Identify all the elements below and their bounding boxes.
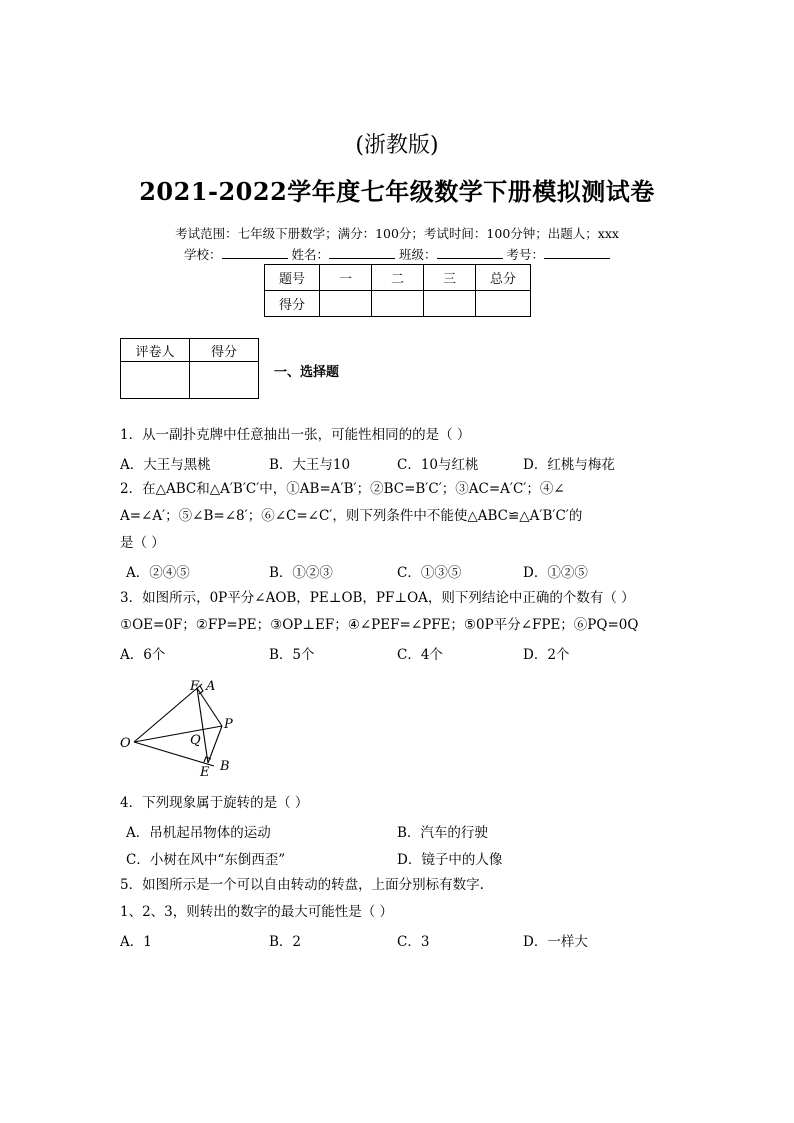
question-2-option-b[interactable]: B．①②③ — [269, 565, 333, 581]
label-b: B — [220, 759, 230, 774]
question-3-option-b[interactable]: B．5个 — [269, 647, 315, 663]
score-table-header-row — [265, 265, 531, 291]
grader-row — [121, 362, 259, 399]
question-2-option-c[interactable]: C．①③⑤ — [397, 565, 462, 581]
field-class-label: 班级： — [398, 247, 437, 262]
question-1-option-b[interactable]: B．大王与10 — [269, 457, 351, 473]
question-1-option-c[interactable]: C．10与红桃 — [397, 457, 479, 473]
score-header-cell: 二 — [372, 265, 424, 291]
grader-header-cell: 评卷人 — [121, 339, 190, 362]
segment-fe — [197, 688, 208, 763]
field-number-label: 考号： — [506, 247, 544, 262]
label-e: E — [200, 765, 210, 780]
score-header-cell: 一 — [320, 265, 372, 291]
question-4-stem: 4．下列现象属于旋转的是（ ） — [120, 795, 309, 811]
score-table — [264, 264, 531, 317]
question-3-option-c[interactable]: C．4个 — [397, 647, 443, 663]
question-4-option-a[interactable]: A．吊机起吊物体的运动 — [126, 825, 271, 841]
question-2-stem-line2: A=∠A′；⑤∠B=∠8′；⑥∠C=∠C′，则下列条件中不能使△ABC≌△A′B′C′的 — [120, 508, 583, 524]
field-name-blank[interactable] — [329, 246, 395, 259]
score-header-cell: 三 — [424, 265, 476, 291]
question-2-option-d[interactable]: D．①②⑤ — [523, 565, 588, 581]
score-cell[interactable] — [476, 291, 531, 317]
question-4-option-c[interactable]: C．小树在风中“东倒西歪” — [126, 852, 286, 868]
score-header-cell: 题号 — [265, 265, 320, 291]
grader-table — [120, 338, 259, 399]
score-cell[interactable] — [320, 291, 372, 317]
label-a: A — [206, 679, 216, 694]
question-3-option-d[interactable]: D．2个 — [523, 647, 570, 663]
question-5-option-d[interactable]: D．一样大 — [523, 934, 588, 950]
geometry-figure — [118, 676, 248, 786]
question-3-option-a[interactable]: A．6个 — [120, 647, 166, 663]
exam-subtitle: (浙教版) — [355, 133, 439, 158]
field-name-label: 姓名： — [291, 247, 329, 262]
question-2-stem-line1: 2．在△ABC和△A′B′C′中，①AB=A′B′；②BC=B′C′；③AC=A′C′；④∠ — [120, 481, 565, 497]
grader-cell[interactable] — [121, 362, 190, 399]
exam-info-line: 考试范围：七年级下册数学；满分：100分；考试时间：100分钟；出题人；xxx — [175, 226, 619, 241]
field-class-blank[interactable] — [437, 246, 503, 259]
question-5-option-b[interactable]: B．2 — [269, 934, 302, 950]
grader-header-cell: 得分 — [190, 339, 259, 362]
score-cell[interactable] — [424, 291, 476, 317]
ray-ob — [134, 742, 214, 766]
label-f: F — [190, 679, 200, 694]
score-header-cell: 总分 — [476, 265, 531, 291]
score-cell[interactable] — [372, 291, 424, 317]
score-table-row — [265, 291, 531, 317]
question-5-option-c[interactable]: C．3 — [397, 934, 430, 950]
label-p: P — [224, 717, 233, 732]
question-2-option-a[interactable]: A．②④⑤ — [126, 565, 190, 581]
field-school-label: 学校： — [183, 247, 222, 262]
label-q: Q — [190, 733, 201, 748]
grader-header-row — [121, 339, 259, 362]
question-5-stem-line2: 1、2、3，则转出的数字的最大可能性是（ ） — [120, 904, 394, 920]
question-4-option-b[interactable]: B．汽车的行驶 — [397, 825, 488, 841]
question-1-stem: 1．从一副扑克牌中任意抽出一张，可能性相同的的是（ ） — [120, 427, 471, 443]
question-5-stem-line1: 5．如图所示是一个可以自由转动的转盘，上面分别标有数字. — [120, 877, 484, 893]
field-school-blank[interactable] — [222, 246, 288, 259]
question-1-option-a[interactable]: A．大王与黑桃 — [120, 457, 211, 473]
question-1-option-d[interactable]: D．红桃与梅花 — [523, 457, 615, 473]
score-row-label: 得分 — [265, 291, 320, 317]
question-2-stem-line3: 是（ ） — [120, 535, 165, 551]
section-title: 一、选择题 — [274, 365, 340, 380]
segment-ep — [208, 726, 222, 763]
label-o: O — [120, 736, 131, 751]
grader-cell[interactable] — [190, 362, 259, 399]
field-number-blank[interactable] — [544, 246, 610, 259]
segment-op — [134, 726, 222, 742]
question-5-option-a[interactable]: A．1 — [120, 934, 152, 950]
question-4-option-d[interactable]: D．镜子中的人像 — [397, 852, 503, 868]
student-fields — [0, 245, 794, 263]
exam-title: 2021-2022学年度七年级数学下册模拟测试卷 — [139, 177, 655, 206]
question-3-stem-line1: 3．如图所示，0P平分∠AOB，PE⊥OB，PF⊥OA，则下列结论中正确的个数有（ ） — [120, 590, 635, 606]
question-3-stem-line2: ①OE=0F；②FP=PE；③OP⊥EF；④∠PEF=∠PFE；⑤0P平分∠FPE；⑥PQ=0Q — [120, 617, 639, 633]
